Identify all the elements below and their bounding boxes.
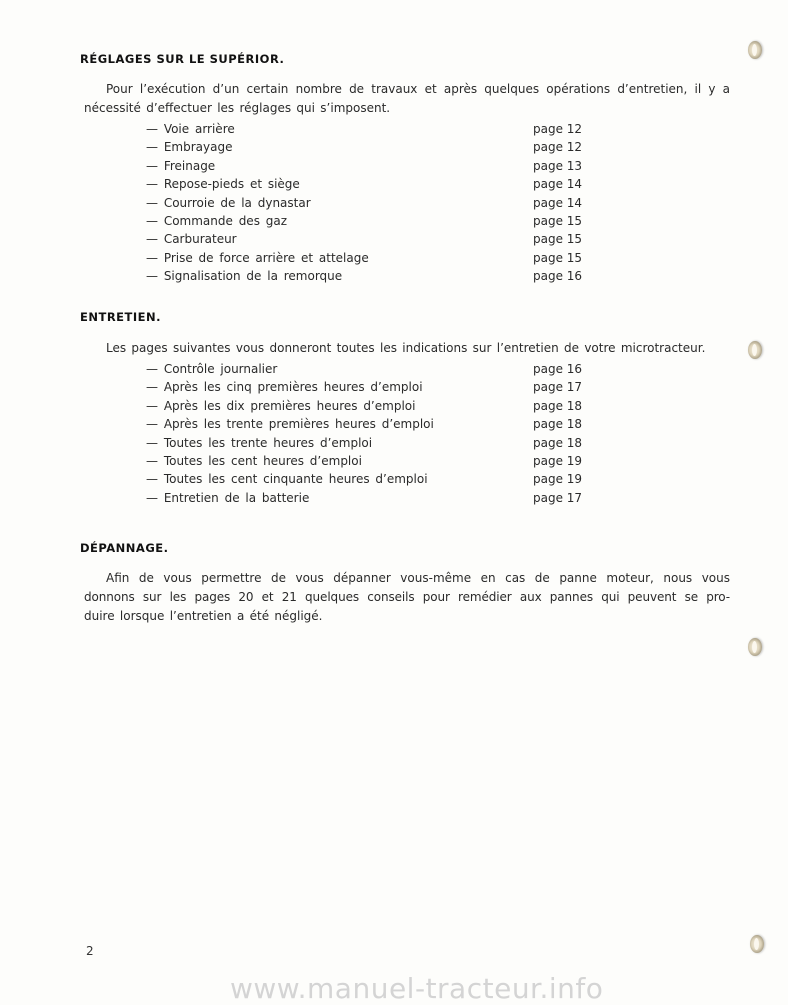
toc-entry-page: page 16: [533, 362, 583, 376]
toc-entry-label: — Voie arrière: [146, 122, 235, 136]
toc-entry-label: — Toutes les trente heures d’emploi: [146, 435, 373, 450]
section-heading-entretien: ENTRETIEN.: [80, 310, 162, 324]
toc-entry: [146, 267, 586, 285]
toc-list-reglages: [146, 120, 586, 286]
toc-entry: [146, 415, 586, 433]
toc-entry-page: page 19: [533, 472, 583, 487]
toc-entry: [146, 489, 586, 507]
toc-entry: [146, 157, 586, 175]
toc-entry-page: page 14: [533, 195, 583, 210]
toc-entry: [146, 212, 586, 230]
toc-entry-label: — Courroie de la dynastar: [146, 195, 311, 210]
toc-entry-page: page 18: [533, 417, 583, 432]
toc-entry-label: — Repose-pieds et siège: [146, 177, 300, 192]
binder-hole-icon: [748, 341, 762, 359]
toc-entry: [146, 194, 586, 212]
toc-entry-page: page 15: [533, 232, 583, 247]
toc-entry: [146, 360, 586, 378]
toc-entry-page: page 18: [533, 398, 583, 413]
toc-entry: [146, 378, 586, 396]
toc-entry-label: — Après les dix premières heures d’emploi: [146, 398, 416, 413]
toc-entry-label: — Signalisation de la remorque: [146, 269, 343, 284]
section-paragraph-depannage: [84, 569, 730, 626]
toc-entry-label: — Entretien de la batterie: [146, 490, 310, 505]
binder-hole-icon: [748, 638, 762, 656]
toc-entry-page: page 12: [533, 140, 583, 155]
toc-entry-label: — Toutes les cent heures d’emploi: [146, 453, 362, 468]
toc-list-entretien: [146, 360, 586, 507]
toc-entry-page: page 16: [533, 269, 583, 284]
toc-entry: [146, 397, 586, 415]
section-intro-entretien: Les pages suivantes vous donneront toutes les indications sur l’entretien de votre microtracteur.: [106, 341, 706, 355]
toc-entry-label: — Après les trente premières heures d’emploi: [146, 417, 434, 432]
toc-entry-page: page 15: [533, 213, 583, 228]
toc-entry-label: — Après les cinq premières heures d’emploi: [146, 380, 423, 395]
section-intro-reglages: Pour l’exécution d’un certain nombre de travaux et après quelques opérations d’entretien, il y a nécessité d’effectuer les réglages qui s’imposent.: [84, 82, 730, 115]
page-number: 2: [86, 944, 94, 958]
toc-entry-label: — Contrôle journalier: [146, 362, 278, 376]
toc-entry-page: page 14: [533, 177, 583, 192]
section-heading-reglages: RÉGLAGES SUR LE SUPÉRIOR.: [80, 52, 285, 66]
toc-entry: [146, 120, 586, 138]
binder-hole-icon: [748, 41, 762, 59]
toc-entry-page: page 18: [533, 435, 583, 450]
paragraph-line: Afin de vous permettre de vous dépanner vous-même en cas de panne moteur, nous vous: [106, 571, 730, 585]
binder-hole-icon: [750, 935, 764, 953]
toc-entry-label: — Toutes les cent cinquante heures d’emploi: [146, 472, 428, 487]
toc-entry-label: — Prise de force arrière et attelage: [146, 250, 369, 265]
toc-entry-page: page 15: [533, 250, 583, 265]
toc-entry: [146, 175, 586, 193]
toc-entry: [146, 249, 586, 267]
paragraph-line: duire lorsque l’entretien a été négligé.: [84, 609, 323, 623]
toc-entry: [146, 434, 586, 452]
toc-entry-label: — Freinage: [146, 158, 216, 173]
toc-entry-page: page 13: [533, 158, 583, 173]
watermark-text: www.manuel-tracteur.info: [230, 972, 604, 1005]
toc-entry-page: page 19: [533, 453, 583, 468]
toc-entry: [146, 138, 586, 156]
toc-entry-label: — Commande des gaz: [146, 213, 288, 228]
toc-entry-page: page 17: [533, 380, 583, 395]
section-heading-depannage: DÉPANNAGE.: [80, 541, 169, 555]
toc-entry: [146, 470, 586, 488]
toc-entry: [146, 452, 586, 470]
toc-entry: [146, 230, 586, 248]
toc-entry-page: page 12: [533, 122, 583, 136]
toc-entry-label: — Carburateur: [146, 232, 237, 247]
toc-entry-page: page 17: [533, 490, 583, 505]
toc-entry-label: — Embrayage: [146, 140, 233, 155]
paragraph-line: donnons sur les pages 20 et 21 quelques conseils pour remédier aux pannes qui peuvent se pro-: [84, 590, 730, 604]
